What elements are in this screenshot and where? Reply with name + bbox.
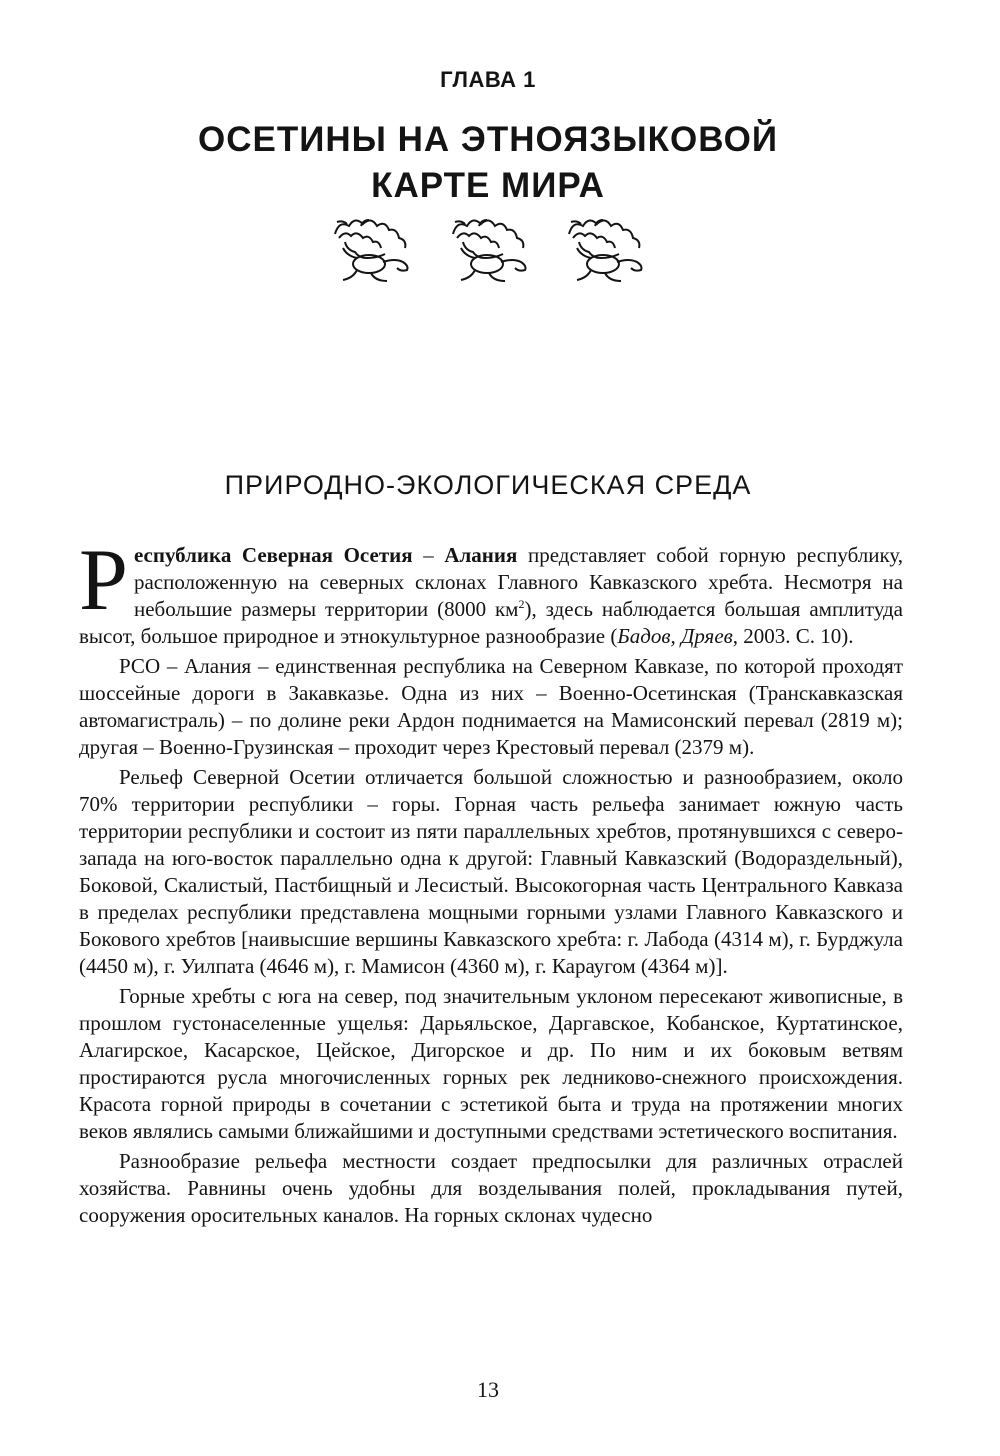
citation: Бадов, Дряев xyxy=(617,624,733,648)
chapter-title-line-2: КАРТЕ МИРА xyxy=(371,166,605,205)
page-number: 13 xyxy=(477,1377,499,1402)
stag-ornament-icon xyxy=(561,212,657,292)
paragraph-1 xyxy=(79,532,903,650)
chapter-label: ГЛАВА 1 xyxy=(440,67,536,92)
body-text xyxy=(79,532,903,1229)
stag-ornament-icon xyxy=(445,212,541,292)
drop-cap: Р xyxy=(79,532,128,629)
text-fragment: , 2003. С. 10). xyxy=(732,624,854,648)
text-fragment: представляет собой горную республику, расположенную на северных склонах Главного Кавказского хребта. Несмотря на небольшие размеры территории (8000 км xyxy=(133,543,903,621)
bold-term: еспублика Северная Осетия xyxy=(133,543,413,567)
chapter-title xyxy=(0,117,976,209)
text-fragment: – xyxy=(412,543,445,567)
text-fragment: ), здесь наблюдается большая амплитуда высот, большое природное и этнокультурное разнообразие ( xyxy=(79,597,903,648)
ornament-row xyxy=(327,212,657,292)
paragraph-3: Рельеф Северной Осетии отличается большой сложностью и разнообразием, около 70% территории республики – горы. Горная часть рельефа занимает южную часть территории республики и состоит из пяти параллельных хребтов, протянувшихся с северо-запада на юго-восток параллельно одна к другой: Главный Кавказский (Водораздельный), Боковой, Скалистый, Пастбищный и Лесистый. Высокогорная часть Центрального Кавказа в пределах республики представлена мощными горными узлами Главного Кавказского и Бокового хребтов [наивысшие вершины Кавказского хребта: г. Лабода (4314 м), г. Бурджула (4450 м), г. Уилпата (4646 м), г. Мамисон (4360 м), г. Караугом (4364 м)]. xyxy=(79,765,903,978)
paragraph-2: РСО – Алания – единственная республика на Северном Кавказе, по которой проходят шоссейные дороги в Закавказье. Одна из них – Военно-Осетинская (Транскавказская автомагистраль) – по долине реки Ардон поднимается на Мамисонский перевал (2819 м); другая – Военно-Грузинская – проходит через Крестовый перевал (2379 м). xyxy=(79,654,903,759)
paragraph-4: Горные хребты с юга на север, под значительным уклоном пересекают живописные, в прошлом густонаселенные ущелья: Дарьяльское, Даргавское, Кобанское, Куртатинское, Алагирское, Касарское, Цейское, Дигорское и др. По ним и их боковым ветвям простираются русла многочисленных горных рек ледниково-снежного происхождения. Красота горной природы в сочетании с эстетикой быта и труда на протяжении многих веков являлись самыми ближайшими и доступными средствами эстетического воспитания. xyxy=(79,984,903,1143)
superscript: 2 xyxy=(518,597,525,611)
section-title: ПРИРОДНО-ЭКОЛОГИЧЕСКАЯ СРЕДА xyxy=(224,470,752,500)
bold-term: Алания xyxy=(444,543,518,567)
chapter-title-line-1: ОСЕТИНЫ НА ЭТНОЯЗЫКОВОЙ xyxy=(198,120,778,159)
stag-ornament-icon xyxy=(327,212,423,292)
paragraph-5: Разнообразие рельефа местности создает предпосылки для различных отраслей хозяйства. Равнины очень удобны для возделывания полей, прокладывания путей, сооружения оросительных каналов. На горных склонах чудесно xyxy=(79,1149,903,1227)
